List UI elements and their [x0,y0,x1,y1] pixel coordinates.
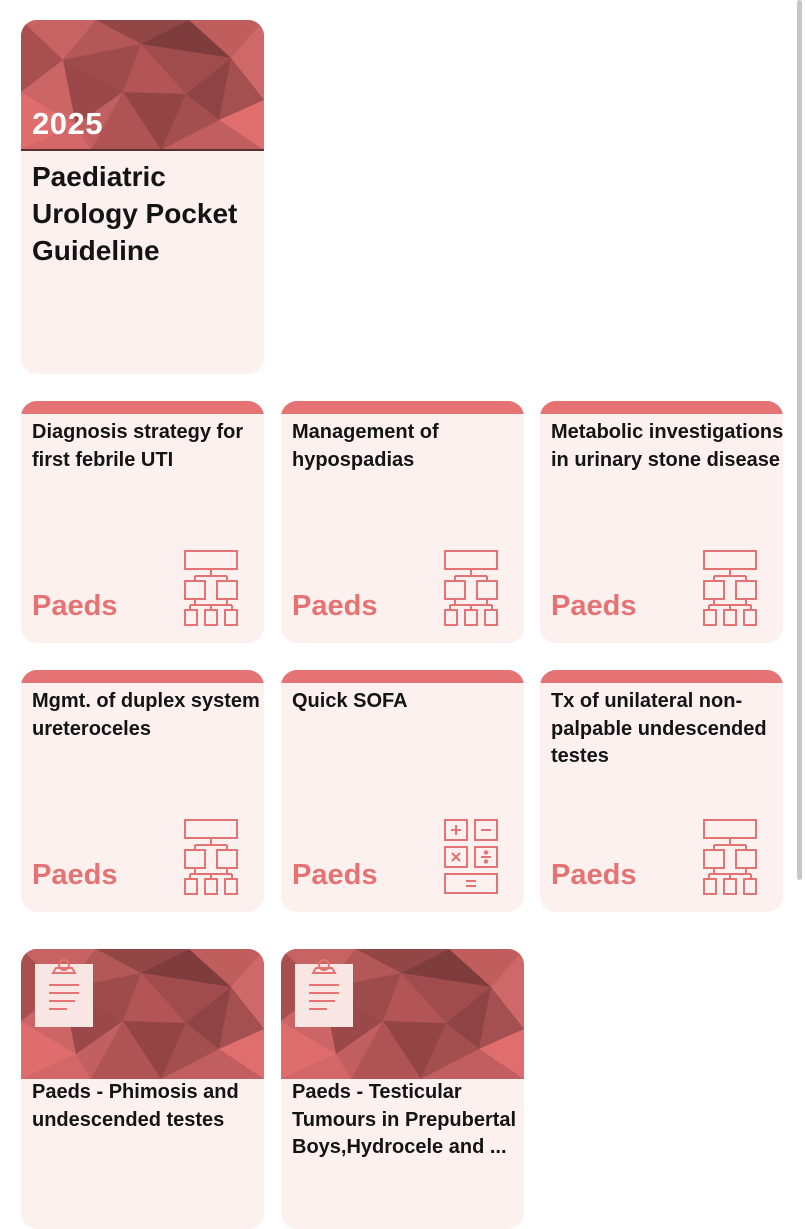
tile-tag: Paeds [32,859,118,891]
tile-card[interactable] [540,401,783,643]
scrollbar[interactable] [797,0,802,880]
tile-title: Tx of unilateral non-palpable undescended testes [551,690,767,767]
tile-card[interactable] [21,670,264,912]
tile-accent-bar [281,670,524,683]
document-card[interactable] [281,949,524,1229]
document-title: Paeds - Phimosis and undescended testes [32,1081,239,1131]
tile-tag: Paeds [551,859,637,891]
calculator-icon [442,817,500,897]
document-card[interactable] [21,949,264,1229]
guideline-year: 2025 [32,106,103,141]
flowchart-icon [701,548,759,628]
tile-accent-bar [540,401,783,414]
tile-card[interactable] [21,401,264,643]
tile-title: Quick SOFA [292,690,408,712]
tile-accent-bar [21,670,264,683]
flowchart-icon [182,817,240,897]
tile-title: Mgmt. of duplex system ureteroceles [32,690,260,740]
tile-accent-bar [281,401,524,414]
tile-title: Metabolic investigations in urinary stone disease [551,421,783,471]
tile-accent-bar [540,670,783,683]
tile-card[interactable] [540,670,783,912]
banner-divider [21,149,264,151]
flowchart-icon [182,548,240,628]
tile-card[interactable] [281,670,524,912]
tile-tag: Paeds [551,590,637,622]
guideline-title: Paediatric Urology Pocket Guideline [32,161,238,266]
tile-tag: Paeds [292,859,378,891]
clipboard-icon [295,959,353,1027]
flowchart-icon [701,817,759,897]
guideline-card[interactable] [21,20,264,374]
tile-card[interactable] [281,401,524,643]
flowchart-icon [442,548,500,628]
document-title: Paeds - Testicular Tumours in Prepubertal Boys,Hydrocele and ... [292,1081,517,1158]
clipboard-icon [35,959,93,1027]
tile-tag: Paeds [32,590,118,622]
tile-accent-bar [21,401,264,414]
tile-title: Diagnosis strategy for first febrile UTI [32,421,244,471]
tile-tag: Paeds [292,590,378,622]
tile-title: Management of hypospadias [292,421,439,471]
